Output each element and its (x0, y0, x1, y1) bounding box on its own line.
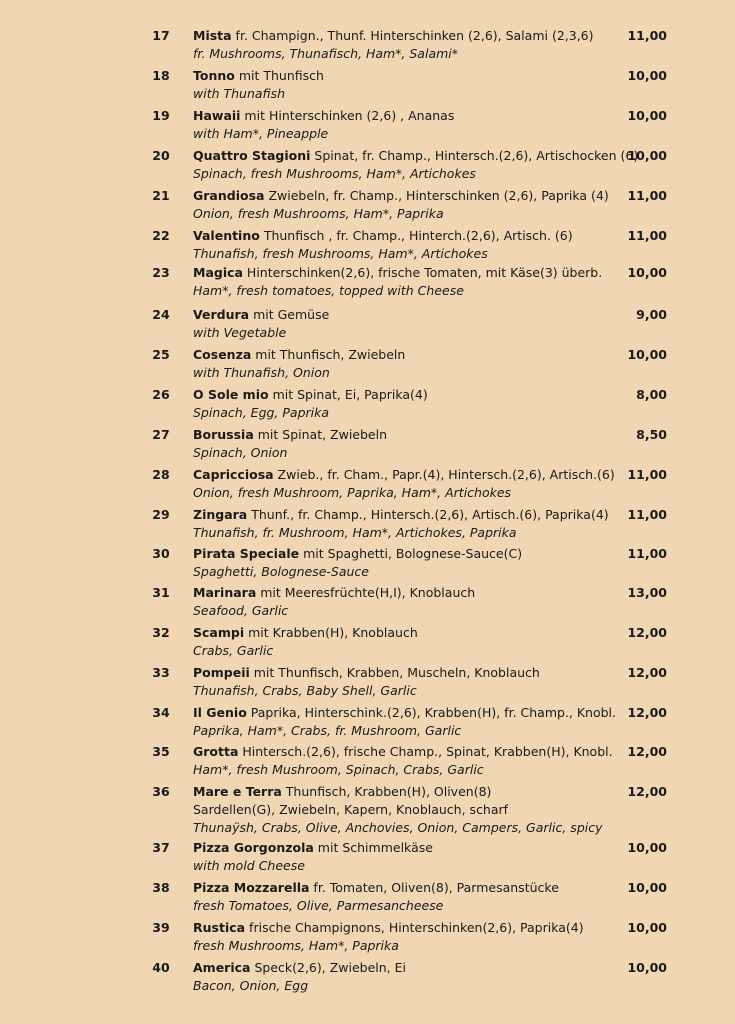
item-description: mit Spinat, Ei, Paprika(4) (268, 387, 428, 402)
item-price: 10,00 (627, 920, 667, 935)
item-title-line (193, 960, 406, 975)
item-description: Zwieb., fr. Cham., Papr.(4), Hintersch.(2,6), Artisch.(6) (273, 467, 615, 482)
item-number: 18 (152, 68, 170, 83)
item-price: 11,00 (627, 28, 667, 43)
item-name: Marinara (193, 585, 257, 600)
item-number: 32 (152, 625, 170, 640)
item-number: 27 (152, 427, 170, 442)
item-number: 35 (152, 744, 170, 759)
item-description: Thunfisch , fr. Champ., Hinterch.(2,6), Artisch. (6) (259, 228, 573, 243)
item-english-translation: Seafood, Garlic (193, 603, 289, 618)
item-number: 28 (152, 467, 170, 482)
item-description: mit Thunfisch, Krabben, Muscheln, Knoblauch (249, 665, 540, 680)
item-english-translation: Crabs, Garlic (193, 643, 274, 658)
item-number: 40 (152, 960, 170, 975)
item-price: 11,00 (627, 188, 667, 203)
item-number: 19 (152, 108, 170, 123)
item-title-line (193, 188, 609, 203)
item-english-translation: Spinach, fresh Mushrooms, Ham*, Artichokes (193, 166, 476, 181)
item-number: 37 (152, 840, 170, 855)
item-price: 11,00 (627, 507, 667, 522)
item-title-line (193, 665, 540, 680)
item-name: America (193, 960, 251, 975)
item-description: Zwiebeln, fr. Champ., Hinterschinken (2,6), Paprika (4) (264, 188, 609, 203)
item-english-translation: with Thunafish (193, 86, 286, 101)
item-description: mit Meeresfrüchte(H,I), Knoblauch (256, 585, 476, 600)
item-title-line (193, 228, 573, 243)
item-title-line (193, 507, 609, 522)
item-price: 11,00 (627, 467, 667, 482)
item-description: Thunfisch, Krabben(H), Oliven(8) (281, 784, 492, 799)
item-price: 10,00 (627, 840, 667, 855)
item-name: Zingara (193, 507, 248, 522)
item-english-translation: Thunafish, fresh Mushrooms, Ham*, Artichokes (193, 246, 488, 261)
item-english-translation: fresh Mushrooms, Ham*, Paprika (193, 938, 399, 953)
item-english-translation: with Vegetable (193, 325, 287, 340)
item-english-translation: with Ham*, Pineapple (193, 126, 329, 141)
item-price: 12,00 (627, 625, 667, 640)
item-number: 30 (152, 546, 170, 561)
item-name: Pirata Speciale (193, 546, 300, 561)
item-price: 11,00 (627, 546, 667, 561)
item-title-line (193, 880, 559, 895)
item-name: Grotta (193, 744, 239, 759)
item-description: fr. Champign., Thunf. Hinterschinken (2,6), Salami (2,3,6) (231, 28, 594, 43)
item-name: Grandiosa (193, 188, 265, 203)
item-price: 12,00 (627, 784, 667, 799)
item-price: 11,00 (627, 228, 667, 243)
item-title-line (193, 625, 418, 640)
item-number: 22 (152, 228, 170, 243)
item-english-translation: fresh Tomatoes, Olive, Parmesancheese (193, 898, 444, 913)
item-english-translation: Spaghetti, Bolognese-Sauce (193, 564, 369, 579)
item-number: 21 (152, 188, 170, 203)
item-english-translation: Thunaÿsh, Crabs, Olive, Anchovies, Onion, Campers, Garlic, spicy (193, 820, 603, 835)
item-title-line (193, 744, 613, 759)
item-description-continued: Sardellen(G), Zwiebeln, Kapern, Knoblauch, scharf (193, 802, 509, 817)
item-title-line (193, 585, 475, 600)
item-english-translation: with Thunafish, Onion (193, 365, 330, 380)
item-name: Cosenza (193, 347, 252, 362)
item-title-line (193, 387, 428, 402)
item-number: 39 (152, 920, 170, 935)
item-name: Il Genio (193, 705, 247, 720)
item-price: 10,00 (627, 347, 667, 362)
item-description: mit Krabben(H), Knoblauch (244, 625, 418, 640)
item-description: frische Champignons, Hinterschinken(2,6), Paprika(4) (245, 920, 584, 935)
item-name: Pizza Gorgonzola (193, 840, 314, 855)
item-title-line (193, 68, 324, 83)
item-description: mit Schimmelkäse (313, 840, 433, 855)
item-english-translation: Paprika, Ham*, Crabs, fr. Mushroom, Garlic (193, 723, 462, 738)
item-price: 8,50 (636, 427, 667, 442)
item-number: 33 (152, 665, 170, 680)
item-title-line (193, 28, 594, 43)
item-title-line (193, 427, 387, 442)
item-name: Quattro Stagioni (193, 148, 311, 163)
item-title-line (193, 784, 491, 799)
item-price: 8,00 (636, 387, 667, 402)
item-title-line (193, 705, 616, 720)
item-english-translation: with mold Cheese (193, 858, 305, 873)
item-description: mit Thunfisch, Zwiebeln (251, 347, 406, 362)
item-name: Hawaii (193, 108, 241, 123)
item-description: Speck(2,6), Zwiebeln, Ei (250, 960, 406, 975)
item-price: 12,00 (627, 665, 667, 680)
item-description: Spinat, fr. Champ., Hintersch.(2,6), Artischocken (6) (310, 148, 639, 163)
item-name: Rustica (193, 920, 246, 935)
item-english-translation: Thunafish, fr. Mushroom, Ham*, Artichokes, Paprika (193, 525, 517, 540)
item-price: 10,00 (627, 265, 667, 280)
item-number: 36 (152, 784, 170, 799)
item-english-translation: fr. Mushrooms, Thunafisch, Ham*, Salami* (193, 46, 459, 61)
item-description: mit Spinat, Zwiebeln (253, 427, 388, 442)
item-name: Borussia (193, 427, 254, 442)
item-title-line (193, 920, 584, 935)
item-price: 10,00 (627, 148, 667, 163)
item-title-line (193, 347, 405, 362)
item-english-translation: Thunafish, Crabs, Baby Shell, Garlic (193, 683, 417, 698)
item-name: Mista (193, 28, 232, 43)
item-english-translation: Onion, fresh Mushrooms, Ham*, Paprika (193, 206, 444, 221)
item-number: 29 (152, 507, 170, 522)
item-name: Capricciosa (193, 467, 274, 482)
item-number: 26 (152, 387, 170, 402)
item-description: Hinterschinken(2,6), frische Tomaten, mit Käse(3) überb. (242, 265, 603, 280)
item-price: 12,00 (627, 744, 667, 759)
item-description: Thunf., fr. Champ., Hintersch.(2,6), Artisch.(6), Paprika(4) (247, 507, 609, 522)
item-name: Scampi (193, 625, 245, 640)
item-title-line (193, 265, 602, 280)
item-number: 17 (152, 28, 170, 43)
item-english-translation: Spinach, Egg, Paprika (193, 405, 330, 420)
item-title-line (193, 148, 638, 163)
item-description: mit Hinterschinken (2,6) , Ananas (240, 108, 455, 123)
item-number: 31 (152, 585, 170, 600)
item-number: 34 (152, 705, 170, 720)
item-english-translation: Onion, fresh Mushroom, Paprika, Ham*, Artichokes (193, 485, 512, 500)
item-number: 25 (152, 347, 170, 362)
item-price: 10,00 (627, 880, 667, 895)
item-description: fr. Tomaten, Oliven(8), Parmesanstücke (309, 880, 559, 895)
item-title-line (193, 467, 615, 482)
item-name: Pompeii (193, 665, 250, 680)
item-english-translation: Ham*, fresh tomatoes, topped with Cheese (193, 283, 464, 298)
item-price: 9,00 (636, 307, 667, 322)
item-description: mit Thunfisch (234, 68, 324, 83)
item-number: 23 (152, 265, 170, 280)
item-description: mit Gemüse (249, 307, 330, 322)
item-name: Valentino (193, 228, 260, 243)
item-description: mit Spaghetti, Bolognese-Sauce(C) (299, 546, 523, 561)
item-number: 20 (152, 148, 170, 163)
item-price: 10,00 (627, 960, 667, 975)
item-english-translation: Bacon, Onion, Egg (193, 978, 309, 993)
item-number: 38 (152, 880, 170, 895)
item-price: 12,00 (627, 705, 667, 720)
item-name: Verdura (193, 307, 250, 322)
item-description: Paprika, Hinterschink.(2,6), Krabben(H), fr. Champ., Knobl. (246, 705, 617, 720)
item-description: Hintersch.(2,6), frische Champ., Spinat, Krabben(H), Knobl. (238, 744, 613, 759)
item-name: Pizza Mozzarella (193, 880, 310, 895)
item-name: Tonno (193, 68, 235, 83)
item-name: O Sole mio (193, 387, 269, 402)
item-name: Magica (193, 265, 243, 280)
item-title-line (193, 546, 522, 561)
item-price: 10,00 (627, 108, 667, 123)
item-english-translation: Ham*, fresh Mushroom, Spinach, Crabs, Garlic (193, 762, 484, 777)
item-title-line (193, 307, 329, 322)
item-name: Mare e Terra (193, 784, 282, 799)
item-english-translation: Spinach, Onion (193, 445, 288, 460)
item-price: 13,00 (627, 585, 667, 600)
item-price: 10,00 (627, 68, 667, 83)
item-number: 24 (152, 307, 170, 322)
item-title-line (193, 108, 454, 123)
item-title-line (193, 840, 433, 855)
